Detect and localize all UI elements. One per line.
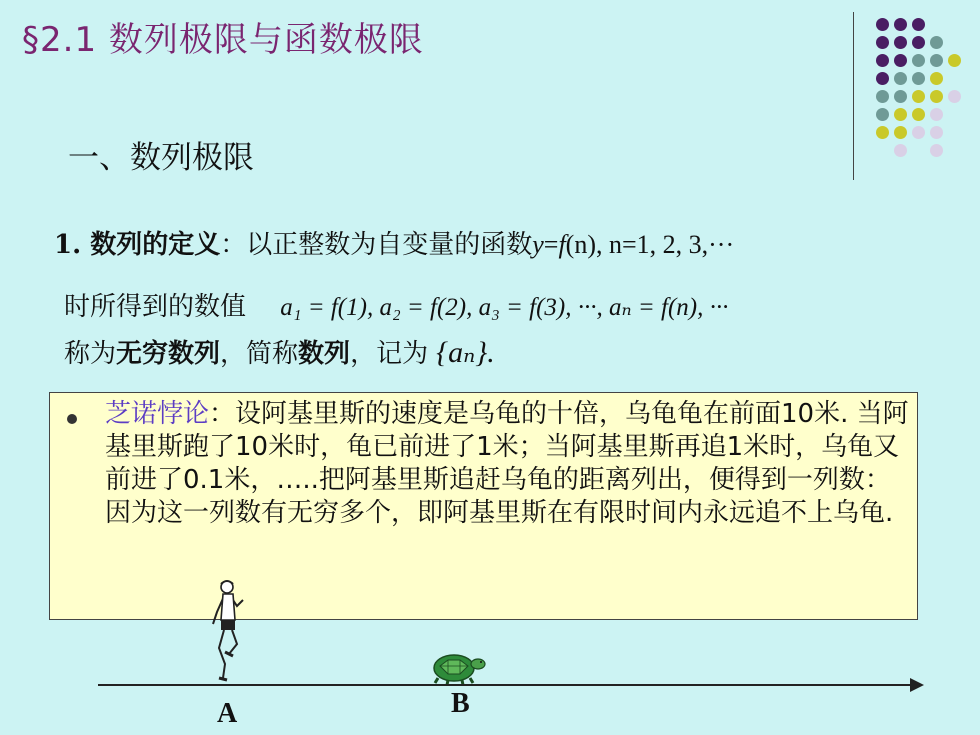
definition-text-1: ：以正整数为自变量的函数 [220,230,533,260]
function-y: y [532,230,544,259]
paradox-paragraph [105,398,915,530]
bullet-icon [67,414,77,424]
decorative-dot-grid [872,14,972,164]
definition-text-3c: ，记为 [350,339,429,369]
definition-line-2 [64,286,728,323]
term-sequence: 数列 [298,339,351,369]
paradox-text: ：设阿基里斯的速度是乌龟的十倍，乌龟龟在前面10米. 当阿基里斯跑了10米时，龟已前进了1米；当阿基里斯再追1米时，乌龟又前进了0.1米，…..把阿基里斯追赶乌龟的距离列出，便得到一列数： 因为这一列数有无穷多个，即阿基里斯在有限时间内永远追不上乌龟. [105,399,909,528]
point-label-b: B [451,688,470,719]
page-title: §2.1 数列极限与函数极限 [22,20,424,60]
runner-icon [203,578,249,690]
definition-line-3 [64,333,495,370]
number-line [98,684,918,686]
function-eq: = [543,230,559,259]
definition-text-3a: 称为 [64,339,117,369]
function-f: f [558,230,566,259]
definition-text-2: 时所得到的数值 [64,292,247,322]
function-args: (n), n=1, 2, 3,··· [565,230,735,259]
vertical-divider [853,12,854,180]
paradox-title: 芝诺悖论 [105,399,210,429]
definition-label: 1. 数列的定义 [54,230,221,260]
arrow-right-icon [910,678,924,692]
definition-line-1 [54,224,734,261]
term-infinite-sequence: 无穷数列 [116,339,221,369]
point-label-a: A [217,698,238,729]
definition-text-3b: ，简称 [220,339,299,369]
section-heading: 一、数列极限 [68,140,254,176]
sequence-notation: {aₙ}. [436,336,495,369]
sequence-formula: a₁ = f(1), a₂ = f(2), a₃ = f(3), ···, aₙ = f(n), ··· [280,294,729,321]
